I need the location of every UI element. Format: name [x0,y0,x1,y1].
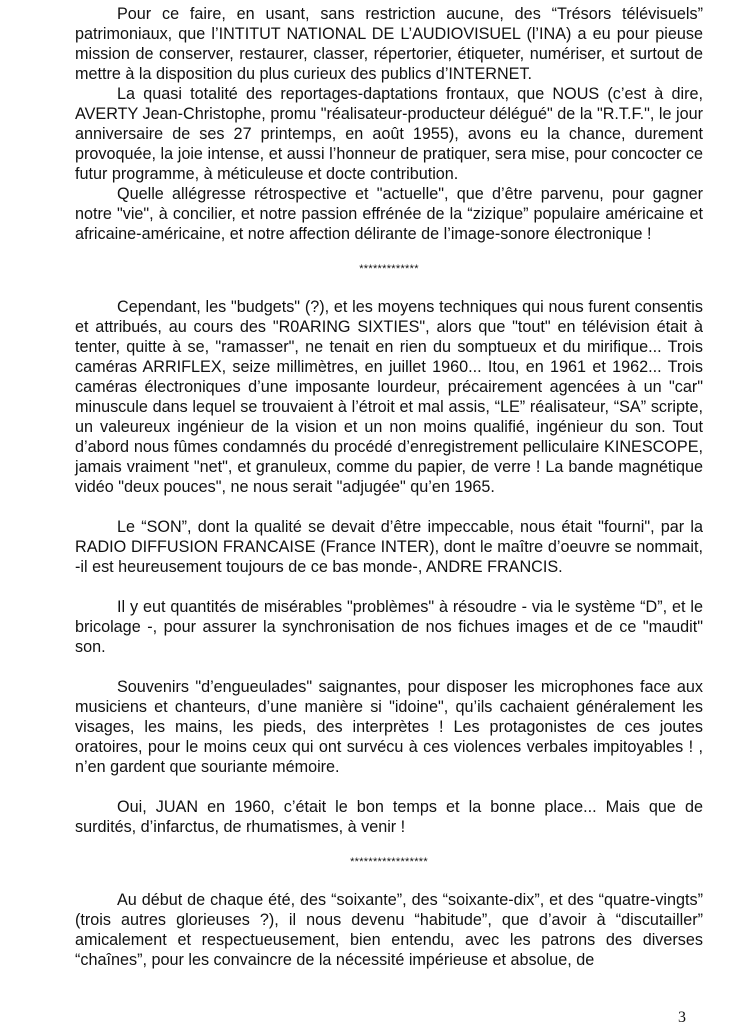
paragraph-2: La quasi totalité des reportages-daptations frontaux, que NOUS (c’est à dire, AVERTY Jean-Christophe, promu "réalisateur-producteur délégué" de la "R.T.F.", le jour anniversaire de ses 27 printemps, en août 1955), avons eu la chance, durement provoquée, la joie intense, et aussi l’honneur de pratiquer, sera mise, pour concocter ce futur programme, à méticuleuse et docte contribution. [75,85,703,183]
separator-1: ************* [359,263,419,275]
paragraph-6: Il y eut quantités de misérables "problèmes" à résoudre - via le système “D”, et le bricolage -, pour assurer la synchronisation de nos fichues images et de ce "maudit" son. [75,598,703,656]
separator-2: ***************** [350,856,428,868]
paragraph-7: Souvenirs "d’engueulades" saignantes, pour disposer les microphones face aux musiciens et chanteurs, d’une manière si "idoine", qu’ils cachaient généralement les visages, les mains, les pieds, des interprètes ! Les protagonistes de ces joutes oratoires, pour le moins ceux qui ont survécu à ces violences verbales impitoyables ! , n’en gardent que souriante mémoire. [75,678,703,776]
paragraph-9: Au début de chaque été, des “soixante”, des “soixante-dix”, et des “quatre-vingts” (trois autres glorieuses ?), il nous devenu “habitude”, que d’avoir à “discutailler” amicalement et respectueusement, bien entendu, avec les patrons des diverses “chaînes”, pour les convaincre de la nécessité impérieuse et absolue, de [75,891,703,969]
paragraph-8: Oui, JUAN en 1960, c’était le bon temps et la bonne place... Mais que de surdités, d’infarctus, de rhumatismes, à venir ! [75,798,703,836]
paragraph-1: Pour ce faire, en usant, sans restriction aucune, des “Trésors télévisuels” patrimoniaux, que l’INTITUT NATIONAL DE L’AUDIOVISUEL (l’INA) a eu pour pieuse mission de conserver, restaurer, classer, répertorier, étiqueter, numériser, et surtout de mettre à la disposition du plus curieux des publics d’INTERNET. [75,5,703,83]
page-number: 3 [678,1009,686,1026]
paragraph-3: Quelle allégresse rétrospective et "actuelle", que d’être parvenu, pour gagner notre "vie", à concilier, et notre passion effrénée de la “zizique” populaire américaine et africaine-américaine, et notre affection délirante de l’image-sonore électronique ! [75,185,703,243]
paragraph-4: Cependant, les "budgets" (?), et les moyens techniques qui nous furent consentis et attribués, au cours des "R0ARING SIXTIES", alors que "tout" en télévision était à tenter, quitte à se, "ramasser", ne tenait en rien du somptueux et du mirifique... Trois caméras ARRIFLEX, seize millimètres, en juillet 1960... Itou, en 1961 et 1962... Trois caméras électroniques d’une imposante lourdeur, précairement agencées à un "car" minuscule dans lequel se trouvaient à l’étroit et mal assis, “LE” réalisateur, “SA” scripte, un valeureux ingénieur de la vision et un non moins qualifié, ingénieur du son. Tout d’abord nous fûmes condamnés du procédé d’enregistrement pelliculaire KINESCOPE, jamais vraiment "net", et granuleux, comme du papier, de verre ! La bande magnétique vidéo "deux pouces", ne nous serait "adjugée" qu’en 1965. [75,298,703,496]
paragraph-5: Le “SON”, dont la qualité se devait d’être impeccable, nous était "fourni", par la RADIO DIFFUSION FRANCAISE (France INTER), dont le maître d’oeuvre se nommait, -il est heureusement toujours de ce bas monde-, ANDRE FRANCIS. [75,518,703,576]
